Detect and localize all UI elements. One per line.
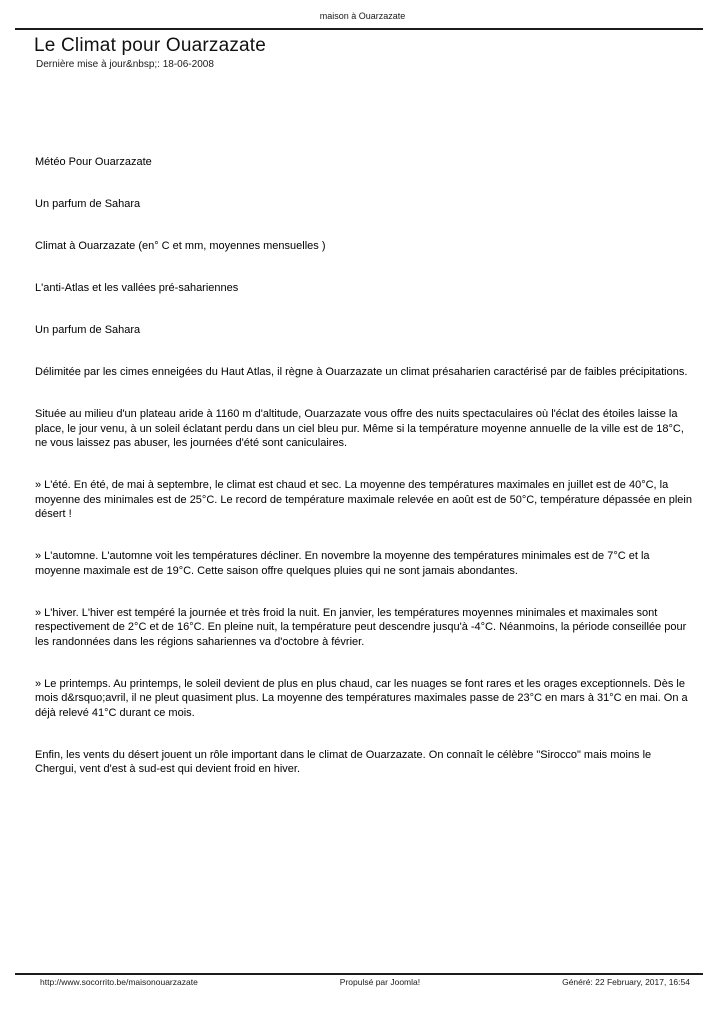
summer-paragraph: » L'été. En été, de mai à septembre, le climat est chaud et sec. La moyenne des températures maximales en juillet est de 40°C, la moyenne des minimales est de 25°C. Le record de température maximale relevée en août est de 50°C, température dépassée en plein désert !	[35, 479, 692, 520]
winds-paragraph: Enfin, les vents du désert jouent un rôle important dans le climat de Ouarzazate. On connaît le célèbre "Sirocco" mais moins le Chergui, vent d'est à sud-est qui devient froid en hiver.	[35, 748, 652, 775]
spring-paragraph: » Le printemps. Au printemps, le soleil devient de plus en plus chaud, car les nuages se font rares et les orages exceptionnels. Dès le mois d&rsquo;avril, il ne pleut quasiment plus. La moyenne des températures maximales passe de 23°C en mars à 31°C en mai. On a déjà relevé 41°C durant ce mois.	[35, 677, 688, 719]
climat-heading-line: Climat à Ouarzazate (en° C et mm, moyennes mensuelles )	[35, 240, 326, 252]
parfum-line-1: Un parfum de Sahara	[35, 198, 141, 210]
last-updated-text: Dernière mise à jour&nbsp;: 18-06-2008	[36, 59, 214, 70]
meteo-heading-line: Météo Pour Ouarzazate	[35, 156, 152, 168]
winter-paragraph: » L'hiver. L'hiver est tempéré la journée et très froid la nuit. En janvier, les températures moyennes minimales et maximales sont respectivement de 2°C et de 16°C. En pleine nuit, la température peut descendre jusqu'à -4°C. Néanmoins, la période conseillée pour les randonnées dans les régions sahariennes va d'octobre à février.	[35, 606, 687, 648]
print-footer	[40, 977, 690, 987]
header-divider	[15, 28, 703, 30]
anti-atlas-line: L'anti-Atlas et les vallées pré-sahariennes	[35, 282, 239, 294]
article-body	[35, 155, 693, 804]
page-title: Le Climat pour Ouarzazate	[34, 35, 267, 56]
footer-powered-by: Propulsé par Joomla!	[339, 977, 421, 987]
parfum-line-2: Un parfum de Sahara	[35, 324, 141, 336]
intro-paragraph: Délimitée par les cimes enneigées du Haut Atlas, il règne à Ouarzazate un climat présaharien caractérisé par de faibles précipitations.	[35, 366, 688, 378]
site-header-title: maison à Ouarzazate	[319, 11, 406, 21]
footer-divider	[15, 973, 703, 975]
autumn-paragraph: » L'automne. L'automne voit les températures décliner. En novembre la moyenne des températures minimales est de 7°C et la moyenne maximale est de 19°C. Cette saison offre quelques pluies qui ne sont jamais abondantes.	[35, 550, 650, 577]
footer-generated-timestamp: Généré: 22 February, 2017, 16:54	[562, 977, 690, 987]
footer-source-url: http://www.socorrito.be/maisonouarzazate	[40, 977, 198, 987]
altitude-paragraph: Située au milieu d'un plateau aride à 1160 m d'altitude, Ouarzazate vous offre des nuits spectaculaires où l'éclat des étoiles laisse la place, le jour venu, à un soleil éclatant perdu dans un ciel bleu pur. Même si la température moyenne annuelle de la ville est de 18°C, ne vous laissez pas abuser, les journées d'été sont caniculaires.	[35, 408, 684, 449]
